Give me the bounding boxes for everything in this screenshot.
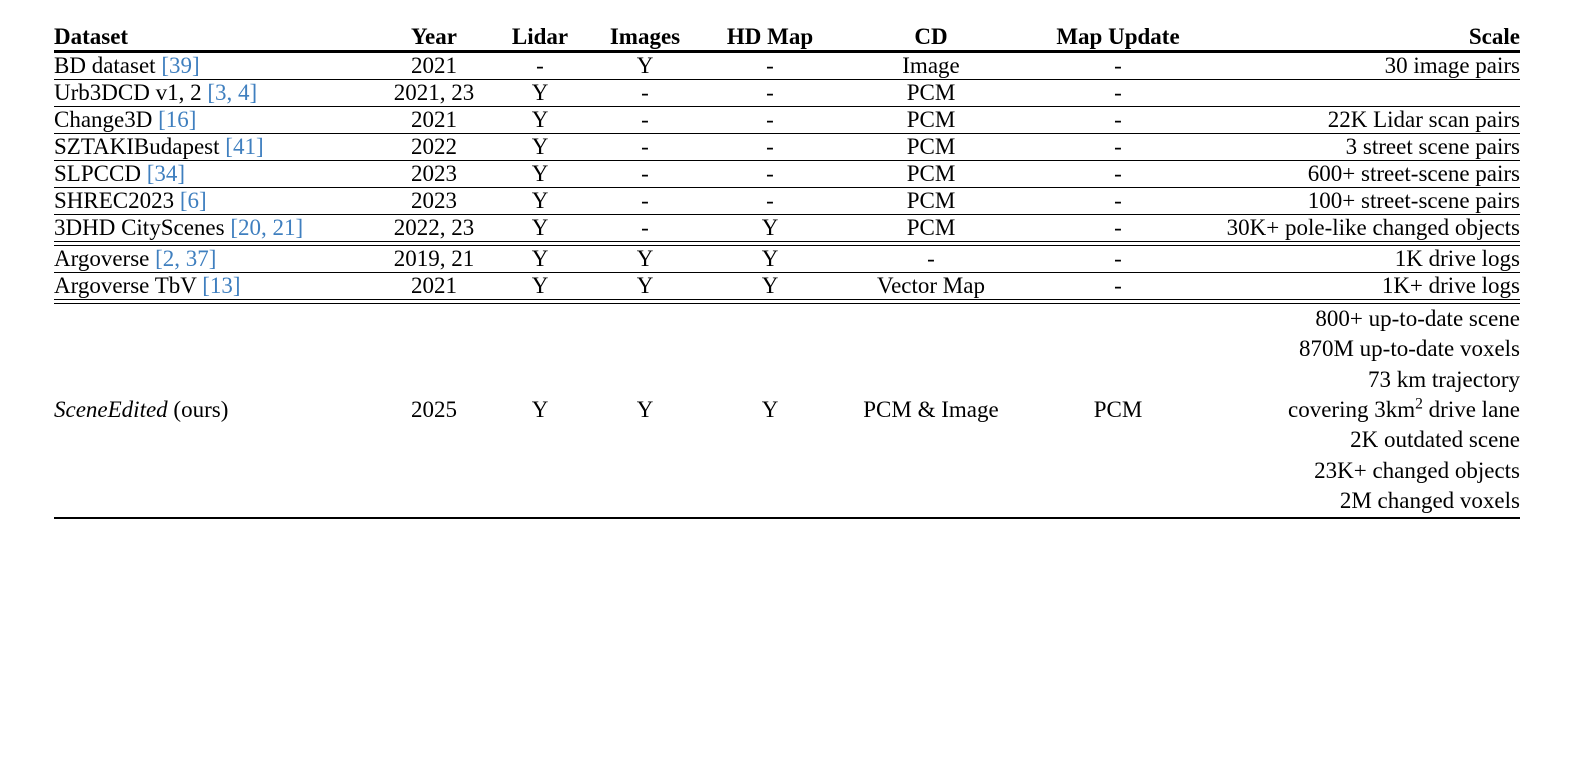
cell-dataset — [54, 188, 374, 215]
dataset-name-ours: SceneEdited — [54, 397, 168, 423]
cell-scale: 22K Lidar scan pairs — [1327, 107, 1520, 132]
dataset-citation: [6] — [179, 188, 207, 213]
cell-map-update: - — [1114, 134, 1122, 159]
cell-cd: PCM — [906, 107, 956, 132]
cell-scale — [1210, 80, 1520, 107]
header-lidar: Lidar — [511, 24, 569, 49]
header-dataset: Dataset — [54, 24, 129, 49]
header-row — [54, 24, 1520, 50]
cell-year: 2023 — [411, 188, 457, 213]
dataset-name: Argoverse TbV — [54, 273, 197, 298]
scale-line: 2M changed voxels — [1339, 488, 1520, 514]
cell-lidar: Y — [531, 188, 549, 213]
cell-scale: 30K+ pole-like changed objects — [1226, 215, 1520, 240]
cell-lidar: Y — [531, 246, 549, 271]
cell-hd-map: - — [766, 80, 774, 105]
dataset-name: Change3D — [54, 107, 153, 132]
dataset-name: Argoverse — [54, 246, 150, 271]
cell-lidar: - — [536, 53, 544, 78]
cell-hd-map: - — [766, 134, 774, 159]
cell-scale: 600+ street-scene pairs — [1307, 161, 1520, 186]
dataset-name: SLPCCD — [54, 161, 141, 186]
cell-cd: - — [927, 246, 935, 271]
cell-cd: Image — [902, 53, 960, 78]
cell-year: 2021, 23 — [393, 80, 475, 105]
cell-map-update: - — [1114, 80, 1122, 105]
cell-images: - — [641, 161, 649, 186]
dataset-name: 3DHD CityScenes — [54, 215, 225, 240]
cell-hd-map: - — [766, 161, 774, 186]
cell-map-update: - — [1114, 246, 1122, 271]
cell-dataset — [54, 215, 374, 242]
cell-map-update: - — [1114, 53, 1122, 78]
header-cd: CD — [914, 24, 948, 49]
cell-scale: 30 image pairs — [1384, 53, 1520, 78]
comparison-table — [54, 24, 1520, 519]
dataset-name: SZTAKIBudapest — [54, 134, 220, 159]
cell-images: - — [641, 80, 649, 105]
dataset-citation: [16] — [158, 107, 197, 132]
cell-hd-map: Y — [761, 273, 779, 298]
table-row — [54, 161, 1520, 188]
cell-year: 2023 — [411, 161, 457, 186]
scale-line-post: drive lane — [1422, 397, 1520, 423]
cell-lidar: Y — [531, 80, 549, 105]
cell-map-update: - — [1114, 215, 1122, 240]
table-row — [54, 246, 1520, 273]
cell-map-update: - — [1114, 188, 1122, 213]
dataset-citation: [41] — [225, 134, 264, 159]
cell-map-update: - — [1114, 273, 1122, 298]
cell-map-update: - — [1114, 161, 1122, 186]
table-figure — [0, 24, 1574, 761]
table-body — [54, 51, 1520, 518]
scale-line-superscript: 2 — [1415, 395, 1423, 413]
cell-dataset — [54, 273, 374, 300]
scale-line-with-superscript — [1210, 395, 1520, 425]
dataset-name: BD dataset — [54, 53, 156, 78]
header-scale: Scale — [1468, 24, 1520, 49]
scale-line-pre: covering 3km — [1288, 397, 1416, 423]
cell-map-update: PCM — [1093, 397, 1143, 423]
cell-dataset-ours — [54, 304, 374, 517]
cell-images: Y — [636, 246, 654, 271]
header-map-update: Map Update — [1056, 24, 1180, 49]
cell-lidar: Y — [531, 107, 549, 132]
cell-scale: 1K drive logs — [1394, 246, 1520, 271]
scale-line: 23K+ changed objects — [1314, 457, 1520, 483]
cell-cd: PCM — [906, 188, 956, 213]
scale-lines — [1210, 304, 1520, 517]
cell-lidar: Y — [531, 134, 549, 159]
header-images: Images — [609, 24, 681, 49]
cell-dataset — [54, 246, 374, 273]
header-year: Year — [411, 24, 457, 49]
table-bottom-rule — [54, 517, 1520, 518]
cell-year: 2025 — [411, 397, 457, 423]
dataset-name-ours-suffix: (ours) — [167, 397, 229, 423]
cell-dataset — [54, 80, 374, 107]
cell-lidar: Y — [531, 215, 549, 240]
dataset-citation: [2, 37] — [155, 246, 217, 271]
cell-dataset — [54, 107, 374, 134]
dataset-citation: [3, 4] — [207, 80, 258, 105]
table-row — [54, 215, 1520, 242]
table-row — [54, 53, 1520, 80]
cell-cd: PCM — [906, 215, 956, 240]
table-row — [54, 80, 1520, 107]
cell-cd: PCM & Image — [863, 397, 999, 423]
cell-images: - — [641, 134, 649, 159]
scale-line: 800+ up-to-date scene — [1315, 306, 1520, 331]
cell-images: Y — [636, 273, 654, 298]
cell-images: Y — [636, 53, 654, 78]
dataset-citation: [20, 21] — [230, 215, 304, 240]
cell-dataset — [54, 53, 374, 80]
cell-images: - — [641, 215, 649, 240]
cell-lidar: Y — [531, 397, 549, 423]
cell-dataset — [54, 161, 374, 188]
header-hd-map: HD Map — [726, 24, 814, 49]
table-row — [54, 273, 1520, 300]
table-row — [54, 107, 1520, 134]
cell-lidar: Y — [531, 161, 549, 186]
cell-scale-ours — [1210, 304, 1520, 517]
dataset-name: SHREC2023 — [54, 188, 175, 213]
cell-images: - — [641, 188, 649, 213]
scale-line: 870M up-to-date voxels — [1298, 336, 1520, 362]
cell-year: 2021 — [411, 107, 457, 132]
cell-hd-map: - — [766, 107, 774, 132]
cell-scale: 100+ street-scene pairs — [1307, 188, 1520, 213]
dataset-citation: [34] — [146, 161, 186, 186]
scale-line: 2K outdated scene — [1350, 427, 1520, 453]
table-header — [54, 24, 1520, 50]
cell-cd: PCM — [906, 134, 956, 159]
cell-cd: Vector Map — [877, 273, 985, 298]
table-row-ours — [54, 304, 1520, 517]
cell-images: Y — [636, 397, 654, 423]
dataset-name: Urb3DCD v1, 2 — [54, 80, 202, 105]
cell-scale: 1K+ drive logs — [1381, 273, 1520, 298]
dataset-citation: [39] — [161, 53, 200, 78]
cell-hd-map: Y — [761, 397, 779, 423]
cell-hd-map: Y — [761, 215, 779, 240]
cell-scale: 3 street scene pairs — [1345, 134, 1520, 159]
cell-hd-map: Y — [761, 246, 779, 271]
dataset-citation: [13] — [202, 273, 241, 298]
cell-hd-map: - — [766, 188, 774, 213]
cell-year: 2022, 23 — [393, 215, 475, 240]
cell-lidar: Y — [531, 273, 549, 298]
cell-year: 2021 — [411, 273, 457, 298]
cell-hd-map: - — [766, 53, 774, 78]
table-row — [54, 188, 1520, 215]
table-row — [54, 134, 1520, 161]
cell-year: 2019, 21 — [393, 246, 475, 271]
cell-year: 2022 — [411, 134, 457, 159]
cell-cd: PCM — [906, 80, 956, 105]
scale-line: 73 km trajectory — [1367, 366, 1520, 392]
cell-images: - — [641, 107, 649, 132]
cell-year: 2021 — [411, 53, 457, 78]
cell-map-update: - — [1114, 107, 1122, 132]
cell-dataset — [54, 134, 374, 161]
cell-cd: PCM — [906, 161, 956, 186]
